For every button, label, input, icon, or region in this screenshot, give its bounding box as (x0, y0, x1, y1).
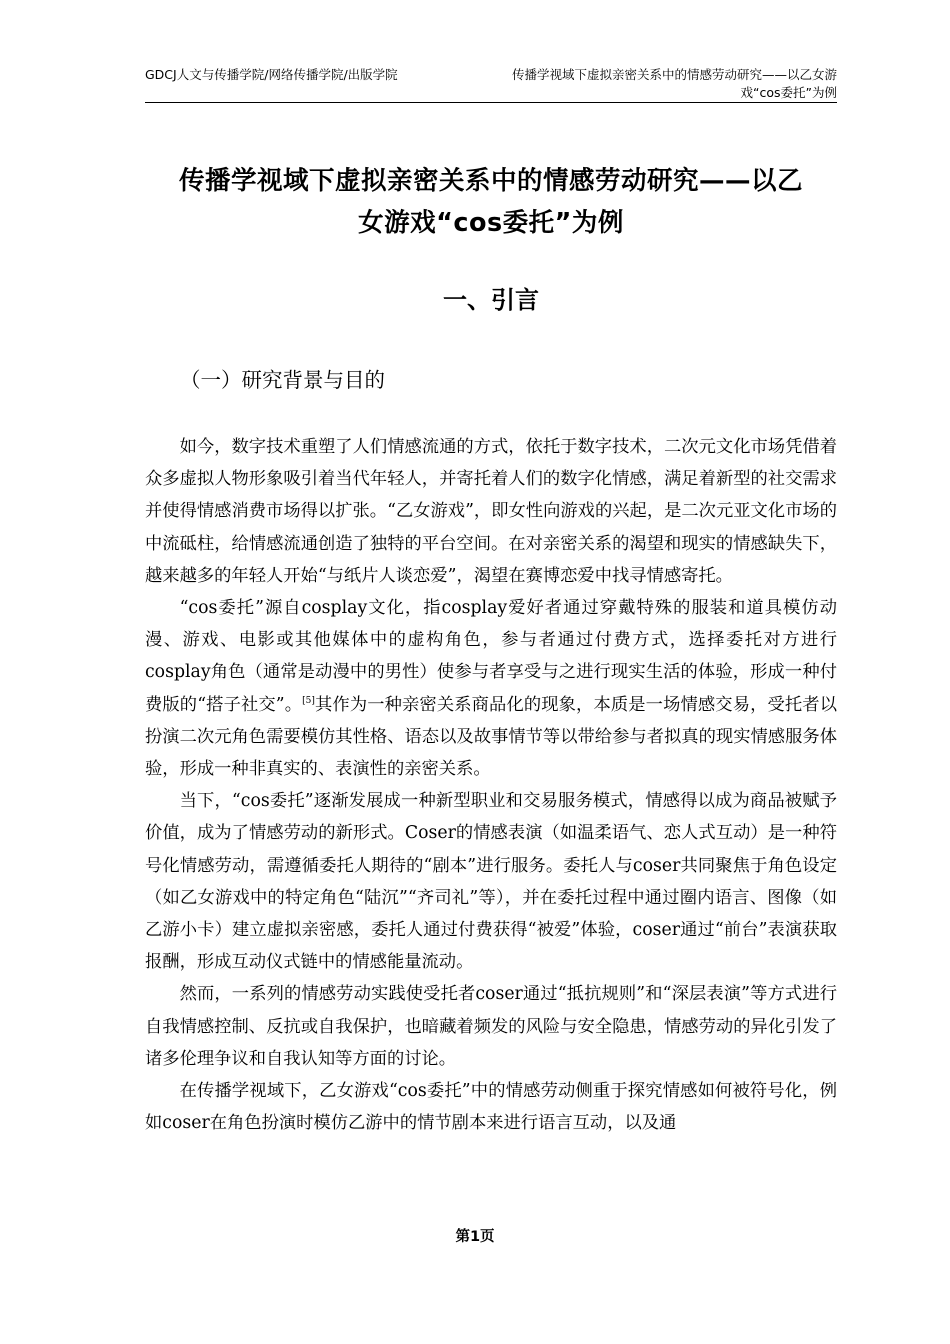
paragraph-4: 然而，一系列的情感劳动实践使受托者coser通过“抵抗规则”和“深层表演”等方式进行自我情感控制、反抗或自我保护，也暗藏着频发的风险与安全隐患，情感劳动的异化引发了诸多伦理争议和自我认知等方面的讨论。 (145, 984, 837, 1069)
citation-5[interactable]: [5] (302, 695, 315, 706)
paragraph-1: 如今，数字技术重塑了人们情感流通的方式，依托于数字技术，二次元文化市场凭借着众多虚拟人物形象吸引着当代年轻人，并寄托着人们的数字化情感，满足着新型的社交需求并使得情感消费市场得以扩张。“乙女游戏”，即女性向游戏的兴起，是二次元亚文化市场的中流砥柱，给情感流通创造了独特的平台空间。在对亲密关系的渴望和现实的情感缺失下，越来越多的年轻人开始“与纸片人谈恋爱”，渴望在赛博恋爱中找寻情感寄托。 (145, 437, 837, 586)
subsection-heading: （一）研究背景与目的 (180, 368, 385, 392)
paper-title (145, 160, 837, 244)
running-header (145, 66, 837, 102)
section-heading: 一、引言 (443, 286, 539, 314)
body-text (145, 431, 837, 1139)
page-number: 第1页 (455, 1229, 495, 1245)
header-paper-title-line1: 传播学视域下虚拟亲密关系中的情感劳动研究——以乙女游 (511, 67, 837, 82)
paper-title-line1: 传播学视域下虚拟亲密关系中的情感劳动研究——以乙 (178, 166, 803, 196)
paragraph-2-part2: 其作为一种亲密关系商品化的现象，本质是一场情感交易，受托者以扮演二次元角色需要模仿其性格、语态以及故事情节等以带给参与者拟真的现实情感服务体验，形成一种非真实的、表演性的亲密关系。 (145, 694, 837, 780)
paragraph-2 (145, 592, 837, 785)
header-paper-title-line2: 戏“cos委托”为例 (740, 85, 837, 100)
paper-title-line2: 女游戏“cos委托”为例 (358, 208, 624, 238)
header-institution: GDCJ人文与传播学院/网络传播学院/出版学院 (145, 67, 398, 82)
header-divider (145, 102, 837, 103)
paragraph-5: 在传播学视域下，乙女游戏“cos委托”中的情感劳动侧重于探究情感如何被符号化，例如coser在角色扮演时模仿乙游中的情节剧本来进行语言互动，以及通 (145, 1081, 837, 1134)
paragraph-3: 当下，“cos委托”逐渐发展成一种新型职业和交易服务模式，情感得以成为商品被赋予价值，成为了情感劳动的新形式。Coser的情感表演（如温柔语气、恋人式互动）是一种符号化情感劳动，需遵循委托人期待的“剧本”进行服务。委托人与coser共同聚焦于角色设定（如乙女游戏中的特定角色“陆沉”“齐司礼”等），并在委托过程中通过圈内语言、图像（如乙游小卡）建立虚拟亲密感，委托人通过付费获得“被爱”体验，coser通过“前台”表演获取报酬，形成互动仪式链中的情感能量流动。 (145, 791, 837, 973)
paragraph-2-part1: “cos委托”源自cosplay文化，指cosplay爱好者通过穿戴特殊的服装和道具模仿动漫、游戏、电影或其他媒体中的虚构角色，参与者通过付费方式，选择委托对方进行cosplay角色（通常是动漫中的男性）使参与者享受与之进行现实生活的体验，形成一种付费版的“搭子社交”。 (145, 598, 837, 715)
